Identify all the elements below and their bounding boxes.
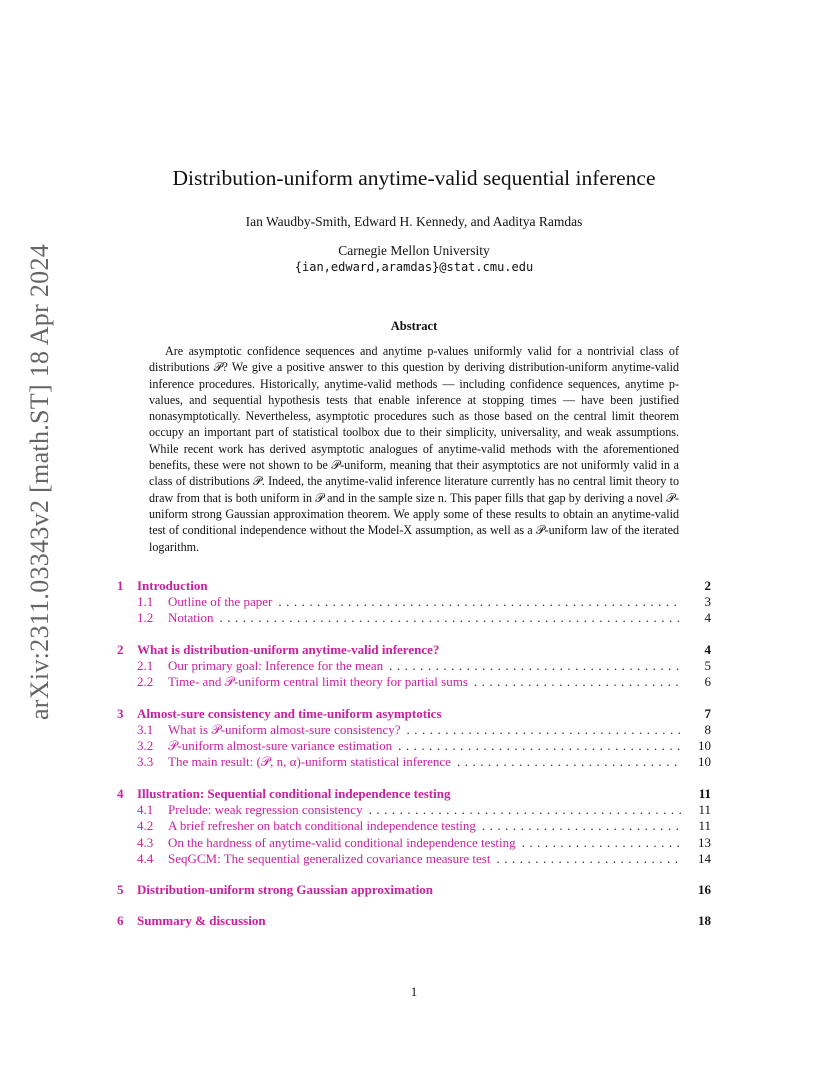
- toc-section-title[interactable]: Introduction: [137, 578, 208, 593]
- abstract-heading: Abstract: [390, 319, 438, 333]
- toc-section-number[interactable]: 2: [117, 641, 124, 657]
- toc-subsection-title[interactable]: Prelude: weak regression consistency: [168, 801, 363, 817]
- toc-subsection-title[interactable]: A brief refresher on batch conditional independence testing: [168, 818, 476, 834]
- toc-subsection-title[interactable]: The main result: (𝒫, n, α)-uniform statistical inference: [168, 754, 451, 770]
- toc-subsection-title[interactable]: On the hardness of anytime-valid conditional independence testing: [168, 834, 516, 850]
- toc-subsection[interactable]: [117, 835, 711, 851]
- toc-subsection-number[interactable]: 1.1: [137, 594, 154, 609]
- affiliation: Carnegie Mellon University: [338, 243, 490, 258]
- toc-section-title[interactable]: Illustration: Sequential conditional independence testing: [137, 785, 451, 801]
- toc-section-page: 7: [704, 705, 711, 721]
- toc-subsection[interactable]: [117, 802, 711, 818]
- toc-subsection-page: 4: [704, 610, 711, 626]
- toc-subsection-page: 11: [698, 818, 711, 834]
- toc-leader-dots: [272, 594, 681, 610]
- affiliation-block: [0, 242, 828, 276]
- toc-section-number[interactable]: 1: [117, 578, 124, 593]
- toc-section-page: 18: [698, 913, 711, 929]
- arxiv-identifier-text: arXiv:2311.03343v2 [math.ST] 18 Apr 2024: [25, 243, 54, 721]
- page-number: 1: [410, 984, 418, 999]
- toc-subsection-page: 14: [698, 850, 711, 866]
- toc-leader-dots: [516, 835, 681, 851]
- toc-subsection-page: 10: [698, 737, 711, 753]
- toc-subsection-number[interactable]: 4.1: [137, 801, 154, 817]
- toc-section-number[interactable]: 6: [117, 913, 124, 929]
- toc-subsection-page: 6: [704, 674, 711, 690]
- toc-subsection-title[interactable]: Notation: [168, 610, 214, 626]
- abstract-paragraph: Are asymptotic confidence sequences and anytime p-values uniformly valid for a nontrivial class of distributions 𝒫? We give a positive answer to this question by deriving distribution-uniform anytime-valid inference procedures. Historically, anytime-valid methods — including confidence sequences, anytime p-values, and sequential hypothesis tests that enable inference at stopping times — have been justified nonasymptotically. Nevertheless, asymptotic procedures such as those based on the central limit theorem occupy an important part of statistical toolbox due to their simplicity, universality, and weak assumptions. While recent work has derived asymptotic analogues of anytime-valid methods with the aforementioned benefits, these were not shown to be 𝒫-uniform, meaning that their asymptotics are not uniformly valid in a class of distributions 𝒫. Indeed, the anytime-valid inference literature currently has no central limit theory to draw from that is both uniform in 𝒫 and in the sample size n. This paper fills that gap by deriving a novel 𝒫-uniform strong Gaussian approximation theorem. We apply some of these results to obtain an anytime-valid test of conditional independence without the Model-X assumption, as well as a 𝒫-uniform law of the iterated logarithm.: [149, 344, 679, 554]
- toc-subsection-number[interactable]: 4.2: [137, 818, 154, 834]
- toc-subsection-title[interactable]: Our primary goal: Inference for the mean: [168, 657, 384, 673]
- toc-subsection-number[interactable]: 2.1: [137, 657, 154, 673]
- toc-section-page: 2: [704, 578, 711, 593]
- toc-subsection[interactable]: [117, 674, 711, 690]
- author-emails: {ian,edward,aramdas}@stat.cmu.edu: [294, 260, 534, 274]
- toc-section[interactable]: [117, 882, 711, 898]
- toc-subsection-page: 8: [704, 721, 711, 737]
- toc-subsection[interactable]: [117, 851, 711, 867]
- toc-subsection[interactable]: [117, 594, 711, 610]
- toc-leader-dots: [468, 674, 681, 690]
- toc-section[interactable]: [117, 642, 711, 658]
- toc-subsection-title[interactable]: SeqGCM: The sequential generalized covariance measure test: [168, 850, 491, 866]
- toc-subsection-page: 5: [704, 657, 711, 673]
- toc-leader-dots: [400, 722, 681, 738]
- toc-section-title[interactable]: Summary & discussion: [137, 913, 266, 929]
- toc-leader-dots: [383, 658, 681, 674]
- toc-subsection-number[interactable]: 3.2: [137, 737, 154, 753]
- toc-section-page: 11: [698, 785, 711, 801]
- toc-leader-dots: [490, 851, 681, 867]
- toc-subsection[interactable]: [117, 610, 711, 626]
- toc-subsection-number[interactable]: 4.3: [137, 834, 154, 850]
- toc-subsection[interactable]: [117, 722, 711, 738]
- toc-subsection-page: 10: [698, 754, 711, 770]
- toc-subsection-number[interactable]: 1.2: [137, 610, 154, 626]
- table-of-contents: [117, 563, 711, 929]
- toc-leader-dots: [451, 754, 681, 770]
- toc-subsection-number[interactable]: 4.4: [137, 850, 154, 866]
- toc-subsection-page: 11: [698, 801, 711, 817]
- toc-section-number[interactable]: 5: [117, 882, 124, 898]
- toc-section[interactable]: [117, 706, 711, 722]
- toc-subsection-page: 3: [704, 594, 711, 609]
- toc-section[interactable]: [117, 913, 711, 929]
- toc-section[interactable]: [117, 578, 711, 594]
- toc-section[interactable]: [117, 786, 711, 802]
- toc-section-title[interactable]: What is distribution-uniform anytime-valid inference?: [137, 641, 440, 657]
- toc-leader-dots: [363, 802, 681, 818]
- toc-leader-dots: [214, 610, 682, 626]
- toc-subsection[interactable]: [117, 658, 711, 674]
- toc-leader-dots: [392, 738, 681, 754]
- toc-subsection-number[interactable]: 2.2: [137, 674, 154, 690]
- toc-subsection-number[interactable]: 3.3: [137, 754, 154, 770]
- toc-section-title[interactable]: Almost-sure consistency and time-uniform asymptotics: [137, 705, 442, 721]
- toc-subsection-number[interactable]: 3.1: [137, 721, 154, 737]
- toc-section-number[interactable]: 3: [117, 705, 124, 721]
- toc-section-page: 4: [704, 641, 711, 657]
- toc-subsection-title[interactable]: Time- and 𝒫-uniform central limit theory for partial sums: [168, 674, 468, 690]
- toc-leader-dots: [476, 818, 681, 834]
- toc-section-title[interactable]: Distribution-uniform strong Gaussian approximation: [137, 882, 434, 898]
- abstract-body: [149, 343, 679, 555]
- toc-subsection-title[interactable]: What is 𝒫-uniform almost-sure consistency?: [168, 721, 401, 737]
- toc-section-page: 16: [698, 882, 711, 898]
- toc-section-number[interactable]: 4: [117, 785, 124, 801]
- toc-subsection[interactable]: [117, 754, 711, 770]
- author-list: Ian Waudby-Smith, Edward H. Kennedy, and Aaditya Ramdas: [245, 214, 583, 229]
- toc-subsection[interactable]: [117, 738, 711, 754]
- toc-subsection-page: 13: [698, 834, 711, 850]
- toc-subsection[interactable]: [117, 818, 711, 834]
- toc-subsection-title[interactable]: 𝒫-uniform almost-sure variance estimation: [168, 737, 393, 753]
- paper-title: Distribution-uniform anytime-valid sequential inference: [172, 166, 656, 190]
- toc-subsection-title[interactable]: Outline of the paper: [168, 594, 273, 609]
- arxiv-identifier-stamp: [20, 243, 60, 721]
